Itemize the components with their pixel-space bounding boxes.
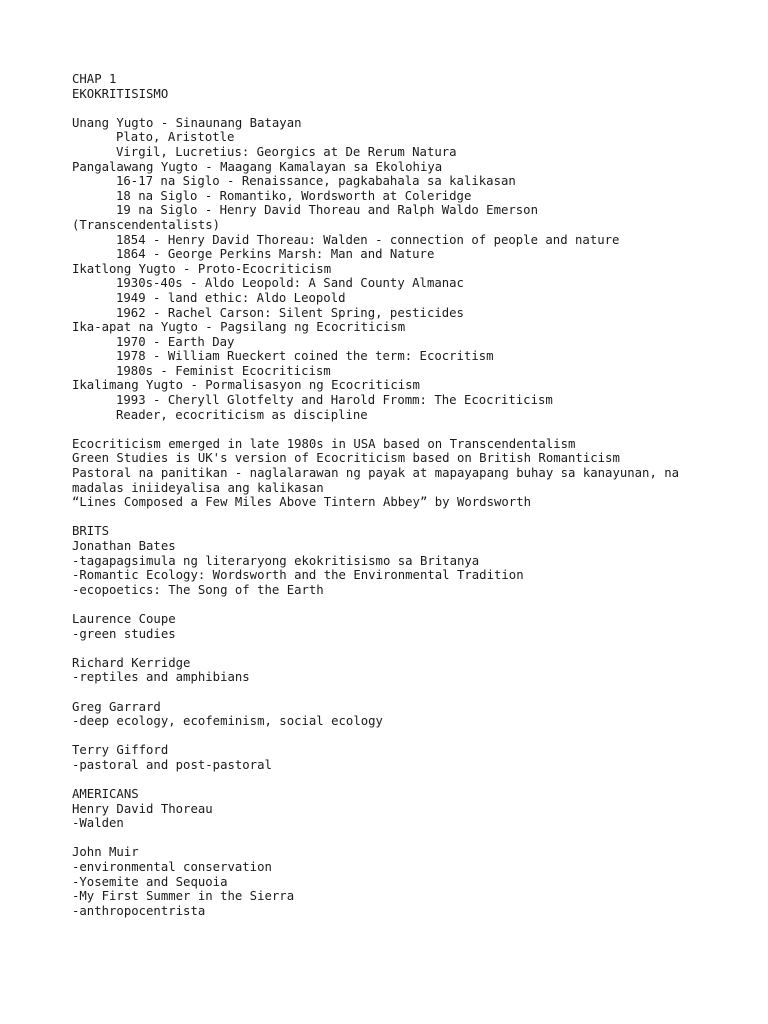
- document-title: EKOKRITISISMO: [72, 86, 169, 101]
- blank-line: [72, 510, 752, 525]
- person-name: John Muir: [72, 845, 139, 860]
- timeline-stage: Unang Yugto - Sinaunang Batayan: [72, 115, 302, 130]
- person-point: -My First Summer in the Sierra: [72, 889, 295, 904]
- timeline-stage: Ikatlong Yugto - Proto-Ecocriticism: [72, 261, 332, 276]
- timeline-item: 1930s-40s - Aldo Leopold: A Sand County Almanac: [116, 276, 464, 291]
- note-line: “Lines Composed a Few Miles Above Tintern Abbey” by Wordsworth: [72, 495, 532, 510]
- person-point: -Romantic Ecology: Wordsworth and the Environmental Tradition: [72, 568, 524, 583]
- blank-line: [72, 101, 752, 116]
- blank-line: [72, 641, 752, 656]
- person-name: Laurence Coupe: [72, 611, 176, 626]
- timeline-item: 1962 - Rachel Carson: Silent Spring, pesticides: [116, 305, 464, 320]
- blank-line: [72, 831, 752, 846]
- note-line: Green Studies is UK's version of Ecocriticism based on British Romanticism: [72, 451, 620, 466]
- section-heading-americans: AMERICANS: [72, 787, 139, 802]
- person-point: -green studies: [72, 626, 176, 641]
- blank-line: [72, 729, 752, 744]
- timeline-item: 1980s - Feminist Ecocriticism: [116, 363, 331, 378]
- person-name: Richard Kerridge: [72, 655, 191, 670]
- timeline-item: 19 na Siglo - Henry David Thoreau and Ralph Waldo Emerson: [116, 203, 538, 218]
- section-heading-brits: BRITS: [72, 524, 110, 539]
- person-point: -tagapagsimula ng literaryong ekokritisismo sa Britanya: [72, 553, 480, 568]
- timeline-item: 1864 - George Perkins Marsh: Man and Nature: [116, 247, 435, 262]
- timeline-stage: Pangalawang Yugto - Maagang Kamalayan sa Ekolohiya: [72, 159, 443, 174]
- blank-line: [72, 597, 752, 612]
- person-point: -Yosemite and Sequoia: [72, 874, 228, 889]
- person-name: Greg Garrard: [72, 699, 161, 714]
- note-line: madalas iniideyalisa ang kalikasan: [72, 480, 324, 495]
- blank-line: [72, 685, 752, 700]
- person-point: -reptiles and amphibians: [72, 670, 250, 685]
- person-name: Terry Gifford: [72, 743, 169, 758]
- timeline-item: Virgil, Lucretius: Georgics at De Rerum Natura: [116, 144, 457, 159]
- person-point: -pastoral and post-pastoral: [72, 757, 272, 772]
- person-point: -deep ecology, ecofeminism, social ecology: [72, 714, 383, 729]
- timeline-item: Reader, ecocriticism as discipline: [116, 407, 368, 422]
- blank-line: [72, 422, 752, 437]
- timeline-item: Plato, Aristotle: [116, 130, 235, 145]
- note-line: Ecocriticism emerged in late 1980s in USA based on Transcendentalism: [72, 436, 576, 451]
- timeline-item: 16-17 na Siglo - Renaissance, pagkabahala sa kalikasan: [116, 174, 516, 189]
- timeline-item-continuation: (Transcendentalists): [72, 217, 221, 232]
- note-line: Pastoral na panitikan - naglalarawan ng payak at mapayapang buhay sa kanayunan, na: [72, 466, 680, 481]
- person-name: Jonathan Bates: [72, 539, 176, 553]
- person-point: -anthropocentrista: [72, 903, 206, 918]
- timeline-item: 1970 - Earth Day: [116, 334, 235, 349]
- document-body: [72, 72, 752, 918]
- person-point: -Walden: [72, 816, 124, 831]
- timeline-item: 1978 - William Rueckert coined the term: Ecocritism: [116, 349, 494, 364]
- timeline-item: 1949 - land ethic: Aldo Leopold: [116, 290, 346, 305]
- chapter-label: CHAP 1: [72, 72, 117, 86]
- timeline-stage: Ikalimang Yugto - Pormalisasyon ng Ecocriticism: [72, 378, 420, 393]
- blank-line: [72, 773, 752, 788]
- timeline-stage: Ika-apat na Yugto - Pagsilang ng Ecocriticism: [72, 320, 406, 335]
- person-point: -ecopoetics: The Song of the Earth: [72, 582, 324, 597]
- timeline-item: 1993 - Cheryll Glotfelty and Harold Fromm: The Ecocriticism: [116, 393, 553, 408]
- timeline-item: 1854 - Henry David Thoreau: Walden - connection of people and nature: [116, 232, 620, 247]
- person-point: -environmental conservation: [72, 860, 272, 875]
- person-name: Henry David Thoreau: [72, 801, 213, 816]
- timeline-item: 18 na Siglo - Romantiko, Wordsworth at Coleridge: [116, 188, 472, 203]
